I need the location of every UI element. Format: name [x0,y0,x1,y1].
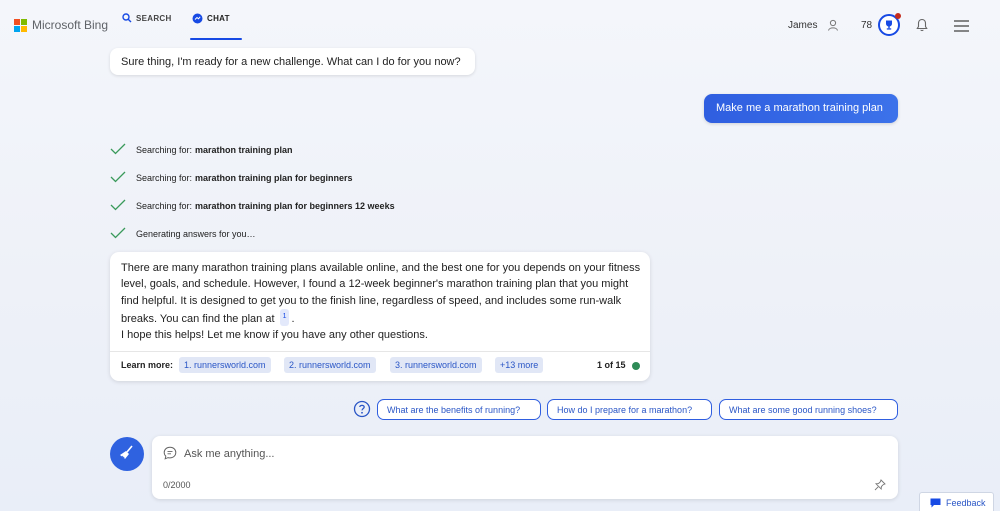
chat-icon [192,13,203,26]
trophy-icon[interactable] [878,14,900,36]
top-bar [0,0,1000,44]
learn-more-label: Learn more: [121,360,174,370]
bing-logo[interactable] [14,18,108,32]
checkmark-icon [110,227,126,241]
source-link[interactable]: 1. runnersworld.com [179,357,271,373]
tab-search-label: SEARCH [136,14,172,23]
user-name[interactable]: James [788,20,818,31]
checkmark-icon [110,171,126,185]
search-icon [122,13,132,25]
progress-query: marathon training plan for beginners [195,173,353,183]
more-sources-link[interactable]: +13 more [495,357,543,373]
feedback-label: Feedback [946,498,986,508]
citation-marker[interactable]: 1 [280,309,290,325]
suggestion-chip[interactable]: What are some good running shoes? [719,399,898,420]
checkmark-icon [110,143,126,157]
source-link[interactable]: 2. runnersworld.com [284,357,376,373]
answer-text: There are many marathon training plans available online, and the best one for you depends on your fitness level, goals, and schedule. However, I found a 12-week beginner's marathon training plan that you might find helpful. It is designed to get you to the finish line, regardless of speed, and includes some run-walk breaks. You can find the plan at [121,262,641,326]
microsoft-logo-icon [14,19,27,32]
menu-icon[interactable] [954,19,969,37]
feedback-icon [930,498,941,510]
answer-paragraph [121,260,643,328]
new-topic-button[interactable] [110,437,144,471]
generating-progress-step [110,227,256,241]
search-progress-step [110,199,395,213]
notification-dot [895,13,901,19]
character-counter: 0/2000 [163,480,191,490]
checkmark-icon [110,199,126,213]
user-icon[interactable] [827,18,839,36]
tab-chat[interactable] [192,14,230,40]
progress-prefix: Generating answers for you… [136,229,256,239]
progress-prefix: Searching for: [136,145,193,155]
progress-query: marathon training plan [195,145,293,155]
progress-query: marathon training plan for beginners 12 weeks [195,201,395,211]
source-link[interactable]: 3. runnersworld.com [390,357,482,373]
status-dot [632,362,640,370]
suggestion-chip[interactable]: How do I prepare for a marathon? [547,399,712,420]
feedback-button[interactable] [919,492,994,511]
suggestion-chip[interactable]: What are the benefits of running? [377,399,541,420]
chat-bubble-icon [163,446,177,465]
chat-composer [152,436,898,499]
user-message: Make me a marathon training plan [704,94,898,123]
search-progress-step [110,143,293,157]
tab-chat-label: CHAT [207,14,230,23]
answer-text-end: . [291,313,295,326]
rewards-points[interactable]: 78 [861,20,873,31]
brand-name: Microsoft Bing [32,18,109,32]
progress-prefix: Searching for: [136,201,193,211]
bot-answer-card [110,252,650,381]
broom-icon [118,443,136,466]
ask-input[interactable] [184,445,784,463]
divider [110,351,650,352]
bot-message-intro: Sure thing, I'm ready for a new challenge. What can I do for you now? [110,48,475,75]
answer-closing: I hope this helps! Let me know if you have any other questions. [121,329,428,341]
tab-search[interactable] [122,14,172,40]
bell-icon[interactable] [916,18,928,37]
search-progress-step [110,171,353,185]
pin-icon[interactable] [874,478,886,496]
progress-prefix: Searching for: [136,173,193,183]
help-icon[interactable] [353,400,371,423]
response-pager: 1 of 15 [597,360,626,370]
